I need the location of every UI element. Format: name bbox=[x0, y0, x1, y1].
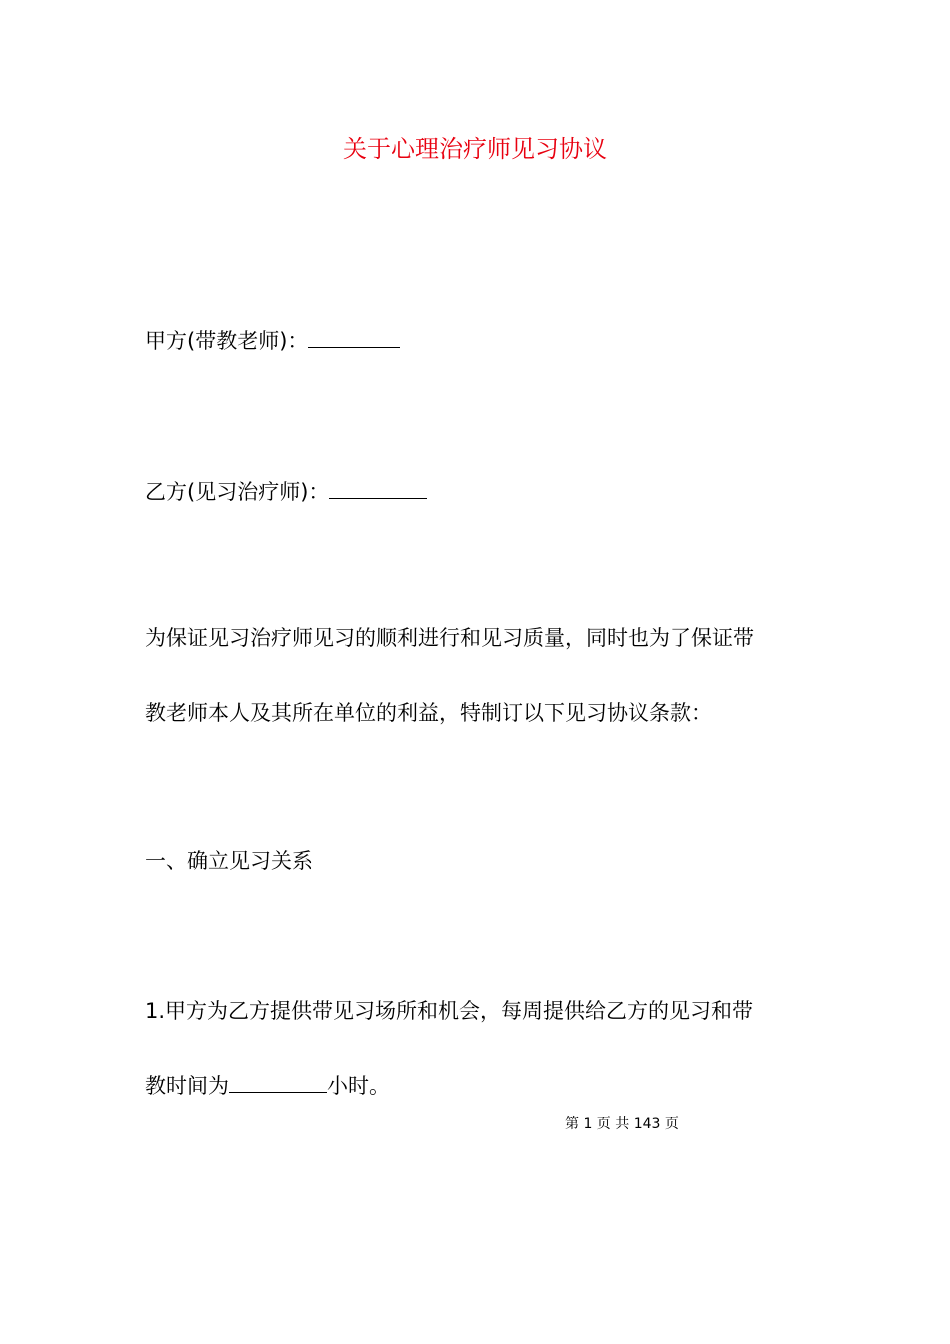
clause-1-line-1: 1.甲方为乙方提供带见习场所和机会，每周提供给乙方的见习和带 bbox=[145, 999, 754, 1023]
intro-line-2: 教老师本人及其所在单位的利益，特制订以下见习协议条款： bbox=[145, 701, 712, 725]
clause-1-line-2 bbox=[145, 1070, 390, 1101]
clause-1-suffix: 小时。 bbox=[327, 1074, 390, 1098]
party-a-blank bbox=[308, 325, 400, 348]
party-b-label: 乙方(见习治疗师)： bbox=[145, 480, 330, 504]
section-1-heading: 一、确立见习关系 bbox=[145, 849, 313, 873]
party-b-blank bbox=[329, 476, 427, 499]
page-indicator: 第 1 页 共 143 页 bbox=[565, 1116, 679, 1132]
party-b-line bbox=[145, 476, 427, 507]
clause-1-prefix: 教时间为 bbox=[145, 1074, 229, 1098]
party-a-line bbox=[145, 325, 400, 356]
intro-line-1: 为保证见习治疗师见习的顺利进行和见习质量，同时也为了保证带 bbox=[145, 626, 754, 650]
party-a-label: 甲方(带教老师)： bbox=[145, 329, 309, 353]
document-title: 关于心理治疗师见习协议 bbox=[343, 135, 607, 163]
hours-blank bbox=[229, 1070, 327, 1093]
